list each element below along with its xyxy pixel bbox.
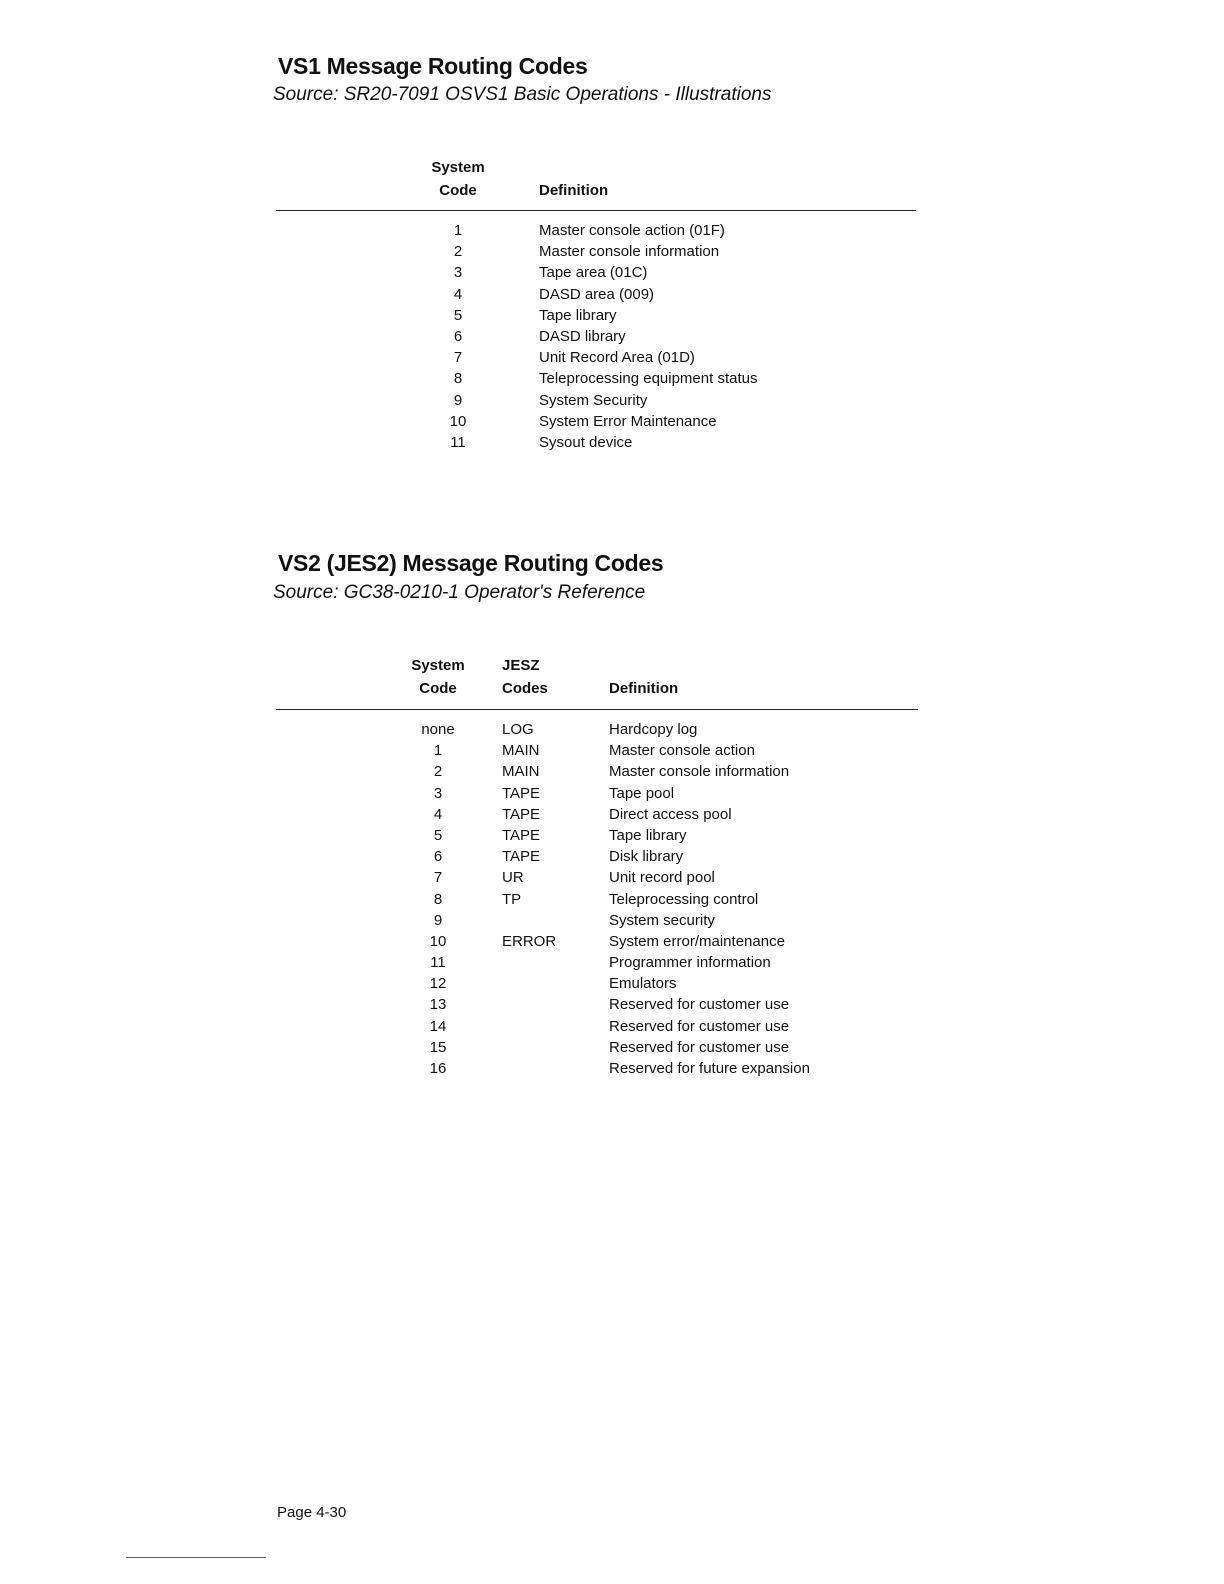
table-row xyxy=(0,804,1224,825)
jes-code-cell: TAPE xyxy=(502,848,541,866)
definition-cell: DASD library xyxy=(539,327,626,345)
vs2-header-system-line2: Code xyxy=(419,680,457,697)
system-code-cell: 2 xyxy=(453,243,463,261)
system-code-cell: 6 xyxy=(433,848,443,866)
system-code-cell: 3 xyxy=(453,264,463,282)
definition-cell: Disk library xyxy=(609,848,684,866)
definition-cell: Reserved for customer use xyxy=(609,1038,790,1056)
definition-cell: Tape library xyxy=(609,826,687,844)
jes-code-cell: LOG xyxy=(502,721,534,738)
table-row xyxy=(0,368,1224,389)
vs2-header-jes-codes xyxy=(502,654,548,700)
vs2-header-rule xyxy=(276,709,918,710)
vs2-header-jes-line2: Codes xyxy=(502,680,548,697)
vs2-source-citation: Source: GC38-0210-1 Operator's Reference xyxy=(273,582,646,603)
definition-cell: Reserved for customer use xyxy=(609,996,790,1014)
system-code-cell: none xyxy=(421,721,455,738)
system-code-cell: 14 xyxy=(429,1017,447,1035)
system-code-cell: 10 xyxy=(429,932,447,950)
vs2-header-system-line1: System xyxy=(411,657,465,674)
vs2-table-body xyxy=(0,719,1224,1079)
table-row xyxy=(0,284,1224,305)
definition-cell: Master console information xyxy=(539,243,720,261)
table-row xyxy=(0,719,1224,740)
definition-cell: Master console action xyxy=(609,742,755,760)
jes-code-cell: TAPE xyxy=(502,805,541,823)
definition-cell: Sysout device xyxy=(539,433,633,451)
vs2-section-title: VS2 (JES2) Message Routing Codes xyxy=(278,550,664,576)
table-row xyxy=(0,1058,1224,1079)
table-row xyxy=(0,973,1224,994)
page-number: Page 4-30 xyxy=(277,1504,347,1521)
vs2-header-jes-line1: JESZ xyxy=(502,657,540,674)
definition-cell: Unit Record Area (01D) xyxy=(539,349,695,367)
table-row xyxy=(0,931,1224,952)
jes-code-cell: TP xyxy=(502,890,522,908)
system-code-cell: 5 xyxy=(453,306,463,324)
vs1-header-rule xyxy=(276,210,916,211)
system-code-cell: 9 xyxy=(453,391,463,409)
system-code-cell: 12 xyxy=(429,975,447,993)
jes-code-cell: MAIN xyxy=(502,763,540,781)
system-code-cell: 7 xyxy=(433,869,443,887)
definition-cell: Reserved for customer use xyxy=(609,1017,790,1035)
system-code-cell: 11 xyxy=(450,433,466,451)
system-code-cell: 15 xyxy=(429,1038,447,1056)
vs2-header-system-code xyxy=(404,654,472,700)
jes-code-cell: UR xyxy=(502,869,524,887)
system-code-cell: 16 xyxy=(429,1060,447,1077)
table-row xyxy=(0,889,1224,910)
definition-cell: Tape library xyxy=(539,306,617,324)
table-row xyxy=(0,241,1224,262)
vs1-header-definition: Definition xyxy=(539,182,609,199)
system-code-cell: 1 xyxy=(433,742,443,760)
vs1-header-system-code xyxy=(424,156,492,202)
definition-cell: System error/maintenance xyxy=(609,932,785,950)
table-row xyxy=(0,952,1224,973)
table-row xyxy=(0,1016,1224,1037)
definition-cell: DASD area (009) xyxy=(539,285,655,303)
jes-code-cell: ERROR xyxy=(502,932,557,950)
table-row xyxy=(0,740,1224,761)
definition-cell: System security xyxy=(609,911,715,929)
table-row xyxy=(0,262,1224,283)
table-row xyxy=(0,1037,1224,1058)
table-row xyxy=(0,761,1224,782)
table-row xyxy=(0,432,1224,453)
definition-cell: Tape area (01C) xyxy=(539,264,648,282)
table-row xyxy=(0,846,1224,867)
table-row xyxy=(0,411,1224,432)
system-code-cell: 13 xyxy=(429,996,447,1014)
definition-cell: Tape pool xyxy=(609,784,675,802)
system-code-cell: 5 xyxy=(433,826,443,844)
system-code-cell: 4 xyxy=(433,805,443,823)
vs1-section-title: VS1 Message Routing Codes xyxy=(278,53,588,79)
definition-cell: Emulators xyxy=(609,975,677,993)
table-row xyxy=(0,783,1224,804)
table-row xyxy=(0,825,1224,846)
definition-cell: Hardcopy log xyxy=(609,721,698,738)
definition-cell: Programmer information xyxy=(609,954,771,972)
table-row xyxy=(0,910,1224,931)
system-code-cell: 11 xyxy=(430,954,446,972)
table-row xyxy=(0,867,1224,888)
system-code-cell: 4 xyxy=(453,285,463,303)
definition-cell: Teleprocessing equipment status xyxy=(539,370,758,388)
table-row xyxy=(0,390,1224,411)
jes-code-cell: MAIN xyxy=(502,742,540,760)
definition-cell: Direct access pool xyxy=(609,805,732,823)
table-row xyxy=(0,220,1224,241)
table-row xyxy=(0,994,1224,1015)
footer-divider xyxy=(126,1557,266,1558)
definition-cell: System Error Maintenance xyxy=(539,412,717,430)
definition-cell: Teleprocessing control xyxy=(609,890,759,908)
table-row xyxy=(0,347,1224,368)
table-row xyxy=(0,326,1224,347)
definition-cell: Master console action (01F) xyxy=(539,222,725,239)
vs1-source-citation: Source: SR20-7091 OSVS1 Basic Operations - Illustrations xyxy=(273,84,772,105)
definition-cell: Reserved for future expansion xyxy=(609,1060,810,1077)
system-code-cell: 8 xyxy=(453,370,463,388)
system-code-cell: 6 xyxy=(453,327,463,345)
system-code-cell: 7 xyxy=(453,349,463,367)
vs1-table-body xyxy=(0,220,1224,453)
system-code-cell: 3 xyxy=(433,784,443,802)
definition-cell: Master console information xyxy=(609,763,790,781)
system-code-cell: 8 xyxy=(433,890,443,908)
vs1-header-system-line1: System xyxy=(431,159,485,176)
system-code-cell: 9 xyxy=(433,911,443,929)
jes-code-cell: TAPE xyxy=(502,784,541,802)
table-row xyxy=(0,305,1224,326)
vs1-header-system-line2: Code xyxy=(439,182,477,199)
system-code-cell: 1 xyxy=(453,222,463,239)
jes-code-cell: TAPE xyxy=(502,826,541,844)
vs2-header-definition: Definition xyxy=(609,680,679,697)
definition-cell: Unit record pool xyxy=(609,869,715,887)
system-code-cell: 10 xyxy=(449,412,467,430)
system-code-cell: 2 xyxy=(433,763,443,781)
definition-cell: System Security xyxy=(539,391,648,409)
